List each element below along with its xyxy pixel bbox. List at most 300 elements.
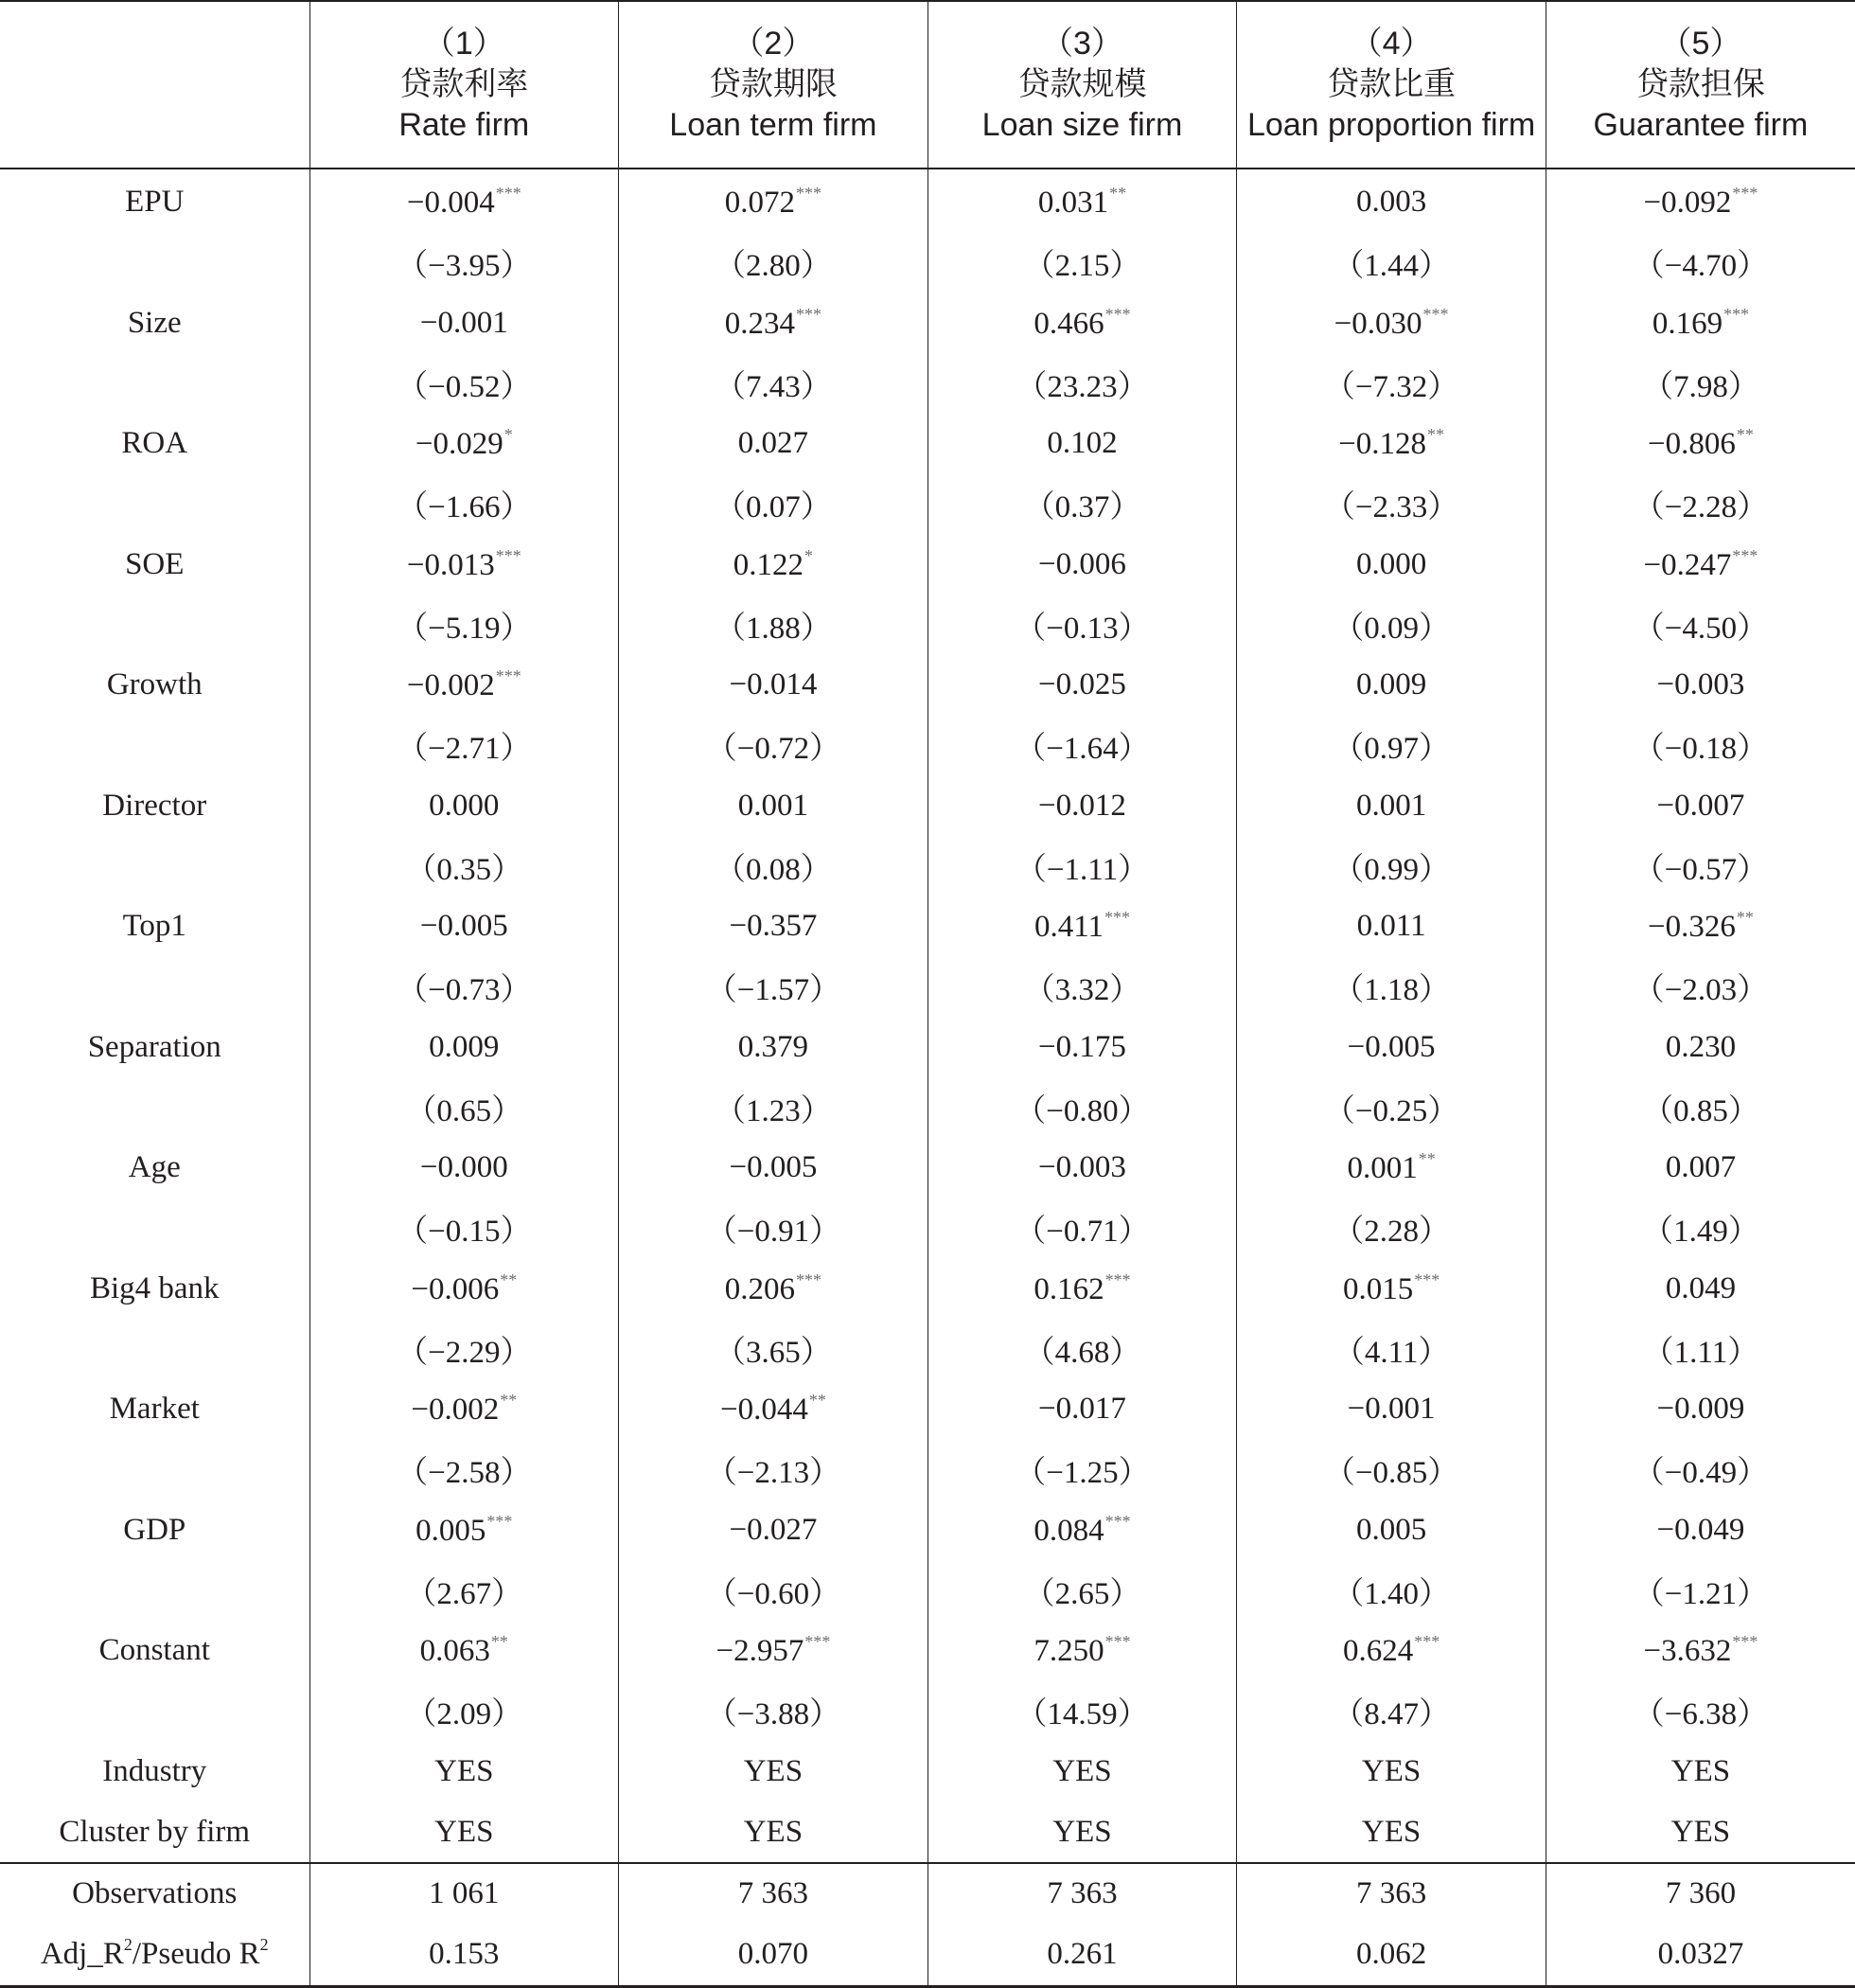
significance-stars: *** — [1414, 1269, 1440, 1289]
coef-value: 0.009 — [1355, 667, 1427, 702]
coef-value: 0.005 — [415, 1513, 486, 1548]
coef-value: −0.806 — [1648, 427, 1736, 462]
coef-value: 0.230 — [1665, 1029, 1737, 1064]
column-title-cn: 贷款期限 — [708, 66, 838, 102]
row-label: ROA — [121, 426, 188, 461]
tstat-row — [0, 957, 1855, 1018]
coef-cell — [309, 1018, 619, 1078]
tstat-cell: （2.80） — [619, 233, 928, 293]
coef-row — [0, 655, 1855, 716]
significance-stars: *** — [495, 545, 521, 565]
coef-value: 0.122 — [733, 547, 804, 582]
significance-stars: ** — [1109, 184, 1127, 204]
coef-cell — [928, 655, 1237, 716]
tstat-cell: （−2.03） — [1546, 957, 1855, 1018]
column-title-en: Guarantee firm — [1593, 107, 1809, 143]
coef-cell — [309, 655, 619, 716]
coef-cell — [309, 535, 619, 595]
row-label-empty — [0, 716, 309, 776]
coef-cell — [928, 414, 1237, 474]
significance-stars: *** — [486, 1511, 513, 1531]
coef-value: −0.002 — [411, 1393, 500, 1428]
tstat-cell: （−6.38） — [1546, 1681, 1855, 1742]
significance-stars: ** — [808, 1391, 826, 1411]
significance-stars: *** — [1422, 304, 1449, 324]
tstat-row — [0, 233, 1855, 293]
column-title-en: Loan size firm — [981, 107, 1183, 143]
table-header — [0, 1, 1855, 169]
tstat-cell: （23.23） — [928, 353, 1237, 414]
coef-value: 0.102 — [1047, 426, 1118, 461]
coef-value: 0.162 — [1034, 1271, 1104, 1306]
tstat-cell: （−2.29） — [309, 1319, 619, 1379]
coef-value: 0.084 — [1034, 1513, 1104, 1548]
control-cell: YES — [1546, 1742, 1855, 1802]
tstat-cell: （−2.28） — [1546, 474, 1855, 535]
control-cell: YES — [1237, 1802, 1546, 1863]
column-number: （5） — [1659, 26, 1742, 62]
tstat-cell: （−1.57） — [619, 957, 928, 1018]
coef-value: −0.247 — [1643, 547, 1732, 582]
coef-cell — [1546, 1259, 1855, 1320]
coef-value: −0.009 — [1656, 1392, 1745, 1427]
coef-cell — [1237, 414, 1546, 474]
control-cell: YES — [619, 1742, 928, 1802]
coef-cell — [619, 1018, 928, 1078]
significance-stars: * — [504, 425, 513, 445]
coef-row — [0, 293, 1855, 354]
significance-stars: *** — [1104, 908, 1130, 928]
tstat-row — [0, 836, 1855, 896]
significance-stars: *** — [1104, 1511, 1131, 1531]
coef-cell — [309, 896, 619, 957]
stat-cell: 0.062 — [1237, 1925, 1546, 1986]
tstat-cell: （2.15） — [928, 233, 1237, 293]
coef-cell — [1546, 655, 1855, 716]
column-title-cn: 贷款担保 — [1635, 66, 1765, 102]
row-label: Market — [109, 1392, 200, 1427]
column-number: （3） — [1041, 26, 1123, 62]
tstat-cell: （−0.18） — [1546, 716, 1855, 776]
coef-cell — [1237, 1379, 1546, 1440]
tstat-cell: （−0.25） — [1237, 1077, 1546, 1138]
tstat-cell: （−0.49） — [1546, 1440, 1855, 1500]
coef-cell — [1546, 896, 1855, 957]
row-label-empty — [0, 1319, 309, 1379]
column-header-4 — [1237, 1, 1546, 169]
control-row — [0, 1802, 1855, 1863]
significance-stars: *** — [1732, 184, 1758, 204]
tstat-cell: （2.28） — [1237, 1198, 1546, 1259]
coef-cell — [619, 1259, 928, 1320]
coef-cell — [1546, 293, 1855, 354]
tstat-cell: （−0.73） — [309, 957, 619, 1018]
coef-value: −0.005 — [419, 909, 508, 944]
tstat-cell: （3.65） — [619, 1319, 928, 1379]
coef-cell — [619, 776, 928, 837]
coef-cell — [1546, 414, 1855, 474]
row-label: Constant — [98, 1633, 210, 1668]
tstat-cell: （0.08） — [619, 836, 928, 896]
tstat-cell: （−0.72） — [619, 716, 928, 776]
coef-cell — [928, 896, 1237, 957]
coef-row — [0, 776, 1855, 837]
control-cell: YES — [309, 1802, 619, 1863]
coef-value: 0.000 — [1355, 546, 1427, 581]
coef-cell — [619, 1138, 928, 1198]
tstat-cell: （−2.33） — [1237, 474, 1546, 535]
tstat-cell: （7.43） — [619, 353, 928, 414]
coef-value: −0.029 — [415, 427, 504, 462]
coef-row — [0, 414, 1855, 474]
coef-cell — [928, 1018, 1237, 1078]
coef-cell — [309, 1379, 619, 1440]
coef-cell — [619, 896, 928, 957]
tstat-cell: （0.99） — [1237, 836, 1546, 896]
row-label-empty — [0, 1440, 309, 1500]
row-label-empty — [0, 1560, 309, 1621]
tstat-cell: （1.23） — [619, 1077, 928, 1138]
tstat-row — [0, 595, 1855, 655]
coef-cell — [309, 1138, 619, 1198]
coef-cell — [1237, 1621, 1546, 1681]
significance-stars: ** — [500, 1391, 518, 1411]
coef-value: −0.013 — [406, 547, 495, 582]
significance-stars: ** — [1736, 908, 1754, 928]
tstat-cell: （1.44） — [1237, 233, 1546, 293]
tstat-cell: （4.68） — [928, 1319, 1237, 1379]
stub-header — [0, 1, 309, 169]
tstat-cell: （−0.57） — [1546, 836, 1855, 896]
coef-cell — [1237, 1138, 1546, 1198]
coef-cell — [1546, 1018, 1855, 1078]
column-header-3 — [928, 1, 1237, 169]
coef-value: 0.624 — [1342, 1634, 1414, 1669]
stat-cell: 0.261 — [928, 1925, 1237, 1986]
tstat-row — [0, 474, 1855, 535]
coef-value: −0.030 — [1334, 306, 1422, 341]
tstat-cell: （0.35） — [309, 836, 619, 896]
coef-value: −0.003 — [1038, 1150, 1126, 1185]
tstat-cell: （−2.71） — [309, 716, 619, 776]
row-label-empty — [0, 1077, 309, 1138]
coef-value: −0.000 — [419, 1150, 508, 1185]
coef-value: −0.175 — [1038, 1029, 1126, 1064]
coef-cell — [928, 1621, 1237, 1681]
coef-value: 0.379 — [737, 1029, 809, 1064]
coef-cell — [619, 293, 928, 354]
significance-stars: ** — [1736, 425, 1754, 445]
tstat-cell: （0.09） — [1237, 595, 1546, 655]
coef-value: −0.007 — [1656, 788, 1745, 823]
column-title-cn: 贷款规模 — [1017, 66, 1147, 102]
row-label: Observations — [0, 1863, 309, 1925]
coef-row — [0, 896, 1855, 957]
coef-value: −0.092 — [1643, 186, 1732, 221]
column-title-en: Loan term firm — [669, 107, 877, 143]
coef-cell — [1546, 1379, 1855, 1440]
coef-value: 0.001 — [737, 788, 809, 823]
tstat-cell: （8.47） — [1237, 1681, 1546, 1742]
coef-value: −0.005 — [1347, 1029, 1436, 1064]
tstat-cell: （−0.91） — [619, 1198, 928, 1259]
coef-cell — [1237, 776, 1546, 837]
tstat-cell: （−0.13） — [928, 595, 1237, 655]
row-label-empty — [0, 474, 309, 535]
coef-value: −0.002 — [406, 668, 495, 703]
column-title-cn: 贷款利率 — [399, 66, 529, 102]
row-label: Age — [128, 1150, 181, 1185]
coef-cell — [619, 1500, 928, 1561]
coef-cell — [1546, 1500, 1855, 1561]
row-label-empty — [0, 595, 309, 655]
coef-row — [0, 1138, 1855, 1198]
control-cell: YES — [1546, 1802, 1855, 1863]
coef-value: −0.128 — [1338, 427, 1427, 462]
significance-stars: *** — [1732, 1632, 1758, 1652]
tstat-cell: （−1.25） — [928, 1440, 1237, 1500]
tstat-row — [0, 1319, 1855, 1379]
tstat-cell: （−3.88） — [619, 1681, 928, 1742]
coef-cell — [1546, 535, 1855, 595]
coef-cell — [928, 776, 1237, 837]
coef-value: 0.009 — [429, 1029, 500, 1064]
significance-stars: *** — [1104, 304, 1131, 324]
coef-value: −0.005 — [729, 1150, 818, 1185]
tstat-cell: （−0.80） — [928, 1077, 1237, 1138]
tstat-cell: （−0.85） — [1237, 1440, 1546, 1500]
significance-stars: ** — [490, 1632, 508, 1652]
control-cell: YES — [309, 1742, 619, 1802]
coef-value: 0.063 — [419, 1634, 490, 1669]
stat-cell: 7 363 — [928, 1863, 1237, 1925]
coef-value: −2.957 — [716, 1634, 804, 1669]
row-label: Top1 — [122, 909, 186, 944]
coef-cell — [1237, 896, 1546, 957]
coef-value: −0.049 — [1656, 1512, 1745, 1547]
significance-stars: *** — [796, 1269, 822, 1289]
tstat-row — [0, 716, 1855, 776]
tstat-row — [0, 1560, 1855, 1621]
significance-stars: *** — [796, 184, 822, 204]
row-label-empty — [0, 1681, 309, 1742]
tstat-cell: （0.85） — [1546, 1077, 1855, 1138]
coef-cell — [1237, 535, 1546, 595]
significance-stars: *** — [1104, 1632, 1131, 1652]
coef-value: −0.027 — [729, 1512, 818, 1547]
column-number: （2） — [732, 26, 815, 62]
coef-cell — [309, 169, 619, 233]
coef-cell — [928, 1379, 1237, 1440]
row-label: $Adj\_R^2$/Pseudo $R^2$ — [0, 1925, 309, 1986]
coef-cell — [309, 1621, 619, 1681]
stats-row-observations — [0, 1863, 1855, 1925]
coef-cell — [1237, 1259, 1546, 1320]
tstat-cell: （1.40） — [1237, 1560, 1546, 1621]
coef-value: −0.001 — [419, 305, 508, 340]
coef-value: −3.632 — [1643, 1634, 1732, 1669]
row-label-empty — [0, 353, 309, 414]
coef-cell — [928, 169, 1237, 233]
row-label: Industry — [102, 1753, 207, 1788]
tstat-row — [0, 1440, 1855, 1500]
tstat-cell: （−0.60） — [619, 1560, 928, 1621]
tstat-cell: （1.18） — [1237, 957, 1546, 1018]
coef-value: 0.072 — [724, 186, 796, 221]
stat-cell: 7 363 — [1237, 1863, 1546, 1925]
coef-cell — [1546, 169, 1855, 233]
coef-value: 0.169 — [1652, 306, 1723, 341]
coef-row — [0, 1500, 1855, 1561]
coef-value: 0.007 — [1665, 1150, 1737, 1185]
coef-value: −0.004 — [406, 186, 495, 221]
coef-cell — [1237, 169, 1546, 233]
coef-value: −0.357 — [729, 909, 818, 944]
coef-cell — [619, 169, 928, 233]
stat-cell: 7 363 — [619, 1863, 928, 1925]
tstat-cell: （−5.19） — [309, 595, 619, 655]
coef-row — [0, 1379, 1855, 1440]
tstat-cell: （3.32） — [928, 957, 1237, 1018]
row-label: Director — [102, 788, 207, 823]
row-label: EPU — [125, 185, 185, 220]
coef-value: 7.250 — [1034, 1634, 1104, 1669]
control-cell: YES — [928, 1742, 1237, 1802]
coef-value: 0.411 — [1034, 910, 1104, 945]
tstat-cell: （2.65） — [928, 1560, 1237, 1621]
tstat-cell: （−4.70） — [1546, 233, 1855, 293]
coef-value: 0.001 — [1355, 788, 1427, 823]
coef-cell — [309, 776, 619, 837]
coef-value: 0.001 — [1347, 1151, 1418, 1186]
coef-value: 0.011 — [1356, 909, 1426, 944]
coef-value: 0.003 — [1355, 185, 1427, 220]
control-row — [0, 1742, 1855, 1802]
tstat-cell: （−1.66） — [309, 474, 619, 535]
significance-stars: *** — [1723, 304, 1750, 324]
tstat-cell: （4.11） — [1237, 1319, 1546, 1379]
tstat-row — [0, 1198, 1855, 1259]
header-row — [0, 1, 1855, 169]
tstat-cell: （−0.52） — [309, 353, 619, 414]
stat-cell: 0.0327 — [1546, 1925, 1855, 1986]
coef-value: −0.025 — [1038, 667, 1126, 702]
column-title-en: Loan proportion firm — [1246, 107, 1536, 143]
coef-cell — [309, 1259, 619, 1320]
tstat-cell: （−3.95） — [309, 233, 619, 293]
coef-cell — [1237, 1500, 1546, 1561]
coef-value: 0.466 — [1034, 306, 1104, 341]
tstat-cell: （0.97） — [1237, 716, 1546, 776]
coef-cell — [309, 414, 619, 474]
table-body — [0, 169, 1855, 1986]
coef-value: 0.031 — [1037, 186, 1109, 221]
coef-value: 0.000 — [429, 788, 500, 823]
column-header-2 — [619, 1, 928, 169]
stats-row-r2 — [0, 1925, 1855, 1986]
coef-cell — [619, 1379, 928, 1440]
coef-value: −0.017 — [1038, 1392, 1126, 1427]
coef-cell — [928, 1138, 1237, 1198]
row-label-empty — [0, 233, 309, 293]
tstat-cell: （7.98） — [1546, 353, 1855, 414]
tstat-row — [0, 353, 1855, 414]
column-title-en: Rate firm — [398, 107, 530, 143]
significance-stars: * — [804, 545, 814, 565]
coef-row — [0, 1018, 1855, 1078]
row-label: Separation — [87, 1029, 221, 1064]
tstat-cell: （−1.11） — [928, 836, 1237, 896]
row-label-empty — [0, 957, 309, 1018]
coef-cell — [928, 1500, 1237, 1561]
column-number: （1） — [422, 26, 505, 62]
coef-value: −0.326 — [1648, 910, 1736, 945]
tstat-cell: （2.67） — [309, 1560, 619, 1621]
tstat-cell: （1.49） — [1546, 1198, 1855, 1259]
coef-value: 0.015 — [1342, 1271, 1414, 1306]
significance-stars: *** — [1732, 545, 1758, 565]
tstat-cell: （1.11） — [1546, 1319, 1855, 1379]
coef-row — [0, 169, 1855, 233]
tstat-cell: （1.88） — [619, 595, 928, 655]
significance-stars: *** — [495, 184, 521, 204]
coef-cell — [1546, 1138, 1855, 1198]
coef-value: −0.012 — [1038, 788, 1126, 823]
tstat-cell: （−0.71） — [928, 1198, 1237, 1259]
significance-stars: *** — [1104, 1269, 1131, 1289]
coef-value: −0.006 — [411, 1271, 500, 1306]
tstat-cell: （−4.50） — [1546, 595, 1855, 655]
coef-cell — [1237, 293, 1546, 354]
coef-value: 0.005 — [1355, 1512, 1427, 1547]
row-label: SOE — [125, 546, 185, 581]
tstat-cell: （−2.58） — [309, 1440, 619, 1500]
significance-stars: *** — [1414, 1632, 1440, 1652]
coef-row — [0, 1621, 1855, 1681]
tstat-row — [0, 1077, 1855, 1138]
coef-cell — [928, 535, 1237, 595]
tstat-cell: （0.37） — [928, 474, 1237, 535]
tstat-cell: （0.65） — [309, 1077, 619, 1138]
coef-cell — [619, 535, 928, 595]
stat-cell: 7 360 — [1546, 1863, 1855, 1925]
coef-cell — [1546, 776, 1855, 837]
coef-value: −0.006 — [1038, 546, 1126, 581]
coef-cell — [619, 1621, 928, 1681]
coef-value: 0.206 — [724, 1271, 796, 1306]
stat-cell: 1 061 — [309, 1863, 619, 1925]
significance-stars: *** — [804, 1632, 831, 1652]
tstat-cell: （2.09） — [309, 1681, 619, 1742]
coef-cell — [928, 1259, 1237, 1320]
column-title-cn: 贷款比重 — [1327, 66, 1457, 102]
tstat-row — [0, 1681, 1855, 1742]
column-number: （4） — [1350, 26, 1433, 62]
significance-stars: ** — [1418, 1149, 1436, 1169]
column-header-1 — [309, 1, 619, 169]
tstat-cell: （−2.13） — [619, 1440, 928, 1500]
coef-value: −0.044 — [719, 1393, 808, 1428]
row-label: Big4 bank — [89, 1270, 220, 1305]
coef-cell — [1237, 655, 1546, 716]
tstat-cell: （−7.32） — [1237, 353, 1546, 414]
control-cell: YES — [1237, 1742, 1546, 1802]
significance-stars: ** — [500, 1269, 518, 1289]
stat-cell: 0.153 — [309, 1925, 619, 1986]
coef-cell — [1237, 1018, 1546, 1078]
tstat-cell: （−1.64） — [928, 716, 1237, 776]
coef-cell — [1546, 1621, 1855, 1681]
